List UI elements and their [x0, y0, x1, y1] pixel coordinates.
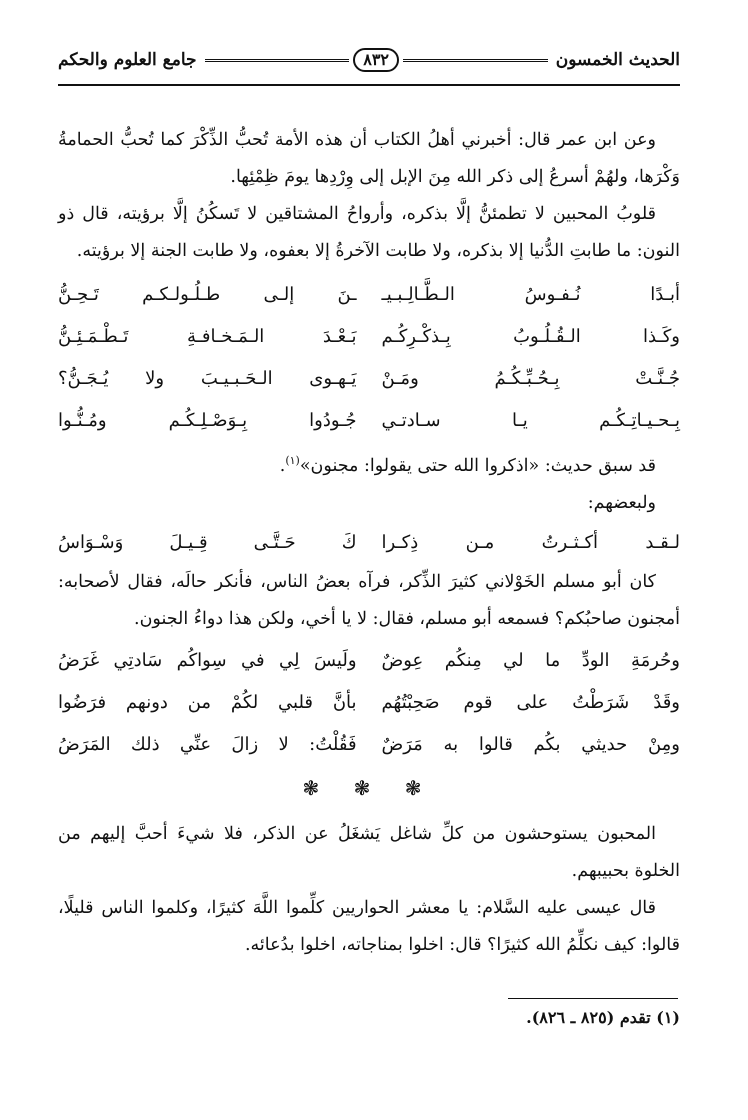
hadith-note: قد سبق حديث: «اذكروا الله حتى يقولوا: مجنون»$^{(١)}$.: [279, 454, 656, 476]
page-number: ٨٣٢: [353, 48, 399, 72]
verse-first-hemistich: جُـنَّـتْ بِـحُـبِّـكُـمُ ومَـنْ: [381, 368, 680, 389]
verse-second-hemistich: ولَيسَ لِي في سِواكُم سَادتِي غَرَضُ: [58, 649, 357, 671]
verse-second-hemistich: يَـهـوى الـحَـبـيـبَ ولا يُـجَـنُّ؟: [58, 368, 357, 389]
footnote-ref: (١): [285, 454, 300, 467]
ba3dihim-label: ولبعضهم:: [587, 492, 656, 513]
verse-second-hemistich: جُـودُوا بِـوَصْـلِـكُـم ومُـنُّـوا: [58, 410, 357, 431]
chapter-title: الحديث الخمسون: [555, 50, 680, 70]
verse-first-hemistich: وحُرمَةِ الودِّ ما لي مِنكُم عِوضٌ: [381, 649, 680, 671]
verse-first-hemistich: لـقـد أكـثـرتُ مـن ذِكـرا: [381, 531, 680, 553]
section-divider-stars: ❃ ❃ ❃: [302, 775, 436, 800]
verse-second-hemistich: بَـعْـدَ الـمَـخـافـةِ تَـطْـمَـئِـنُّ: [58, 326, 357, 347]
verse-first-hemistich: وكَـذا الـقُـلُـوبُ بِـذكْـرِكُـم: [381, 326, 680, 347]
footnote-area: [58, 0, 680, 1120]
paragraph-ibn-umar: وعن ابن عمر قال: أخبرني أهلُ الكتاب أن هذه الأمة تُحبُّ الذِّكْرَ كما تُحبُّ الحمامةُ وَكْرَها، ولهُمْ أسرعُ إلى ذكر الله مِنَ الإبل إلى وِرْدِها يومَ ظِمْئِها.: [58, 130, 680, 187]
verse-first-hemistich: بِـحـيـاتِـكُـم يـا سـادتـي: [381, 410, 680, 431]
paragraph-dhul-nun: قلوبُ المحبين لا تطمئنُّ إلَّا بذكره، وأرواحُ المشتاقين لا تَسكُنُ إلَّا برؤيته، قال ذو النون: ما طابتِ الدُّنيا إلا بذكره، ولا طابت الآخرةُ إلا بعفوه، ولا طابت الجنة إلا برؤيته.: [58, 204, 680, 261]
hadith-note-text: قد سبق حديث: «اذكروا الله حتى يقولوا: مجنون»: [299, 455, 656, 476]
verse-second-hemistich: كَ حَـتَّـى قِـيـلَ وَسْـوَاسُ: [58, 531, 357, 553]
book-title: جامع العلوم والحكم: [58, 50, 197, 70]
verse-first-hemistich: ومِنْ حديثي بكُم قالوا به مَرَضٌ: [381, 733, 680, 755]
verse-second-hemistich: ـنَ إلـى طـلُـولـكـم تَـحِـنُّ: [58, 284, 357, 305]
footnote-text: (١) تقدم (٨٢٥ ـ ٨٢٦).: [526, 1008, 680, 1027]
paragraph-lovers: المحبون يستوحشون من كلِّ شاغل يَشغَلُ عن الذكر، فلا شيءَ أحبَّ إليهم من الخلوة بحبيبهم.: [58, 823, 680, 881]
footnote-separator: [58, 998, 678, 999]
paragraph-isa: قال عيسى عليه السَّلام: يا معشر الحواريين كلِّموا اللَّهَ كثيرًا، وكلموا الناس قليلًا، قالوا: كيف نكلِّمُ الله كثيرًا؟ قال: اخلوا بمناجاته، اخلوا بدُعائه.: [58, 897, 680, 955]
verse-second-hemistich: بأنَّ قلبي لكُمْ من دونهم فرَضُوا: [58, 691, 357, 713]
verse-second-hemistich: فَقُلْتُ: لا زالَ عنِّي ذلك المَرَضُ: [58, 733, 357, 755]
verse-first-hemistich: أبـدًا نُـفـوسُ الـطَّـالِـبـيـ: [381, 284, 680, 305]
verse-first-hemistich: وقَدْ شَرَطْتُ على قوم صَحِبْتُهُم: [381, 691, 680, 713]
paragraph-abu-muslim: كان أبو مسلم الخَوْلاني كثيرَ الذِّكر، فرآه بعضُ الناس، فأنكر حالَه، فقال لأصحابه: أمجنون صاحبُكم؟ فسمعه أبو مسلم، فقال: لا يا أخي، ولكن هذا دواءُ الجنون.: [58, 571, 680, 629]
